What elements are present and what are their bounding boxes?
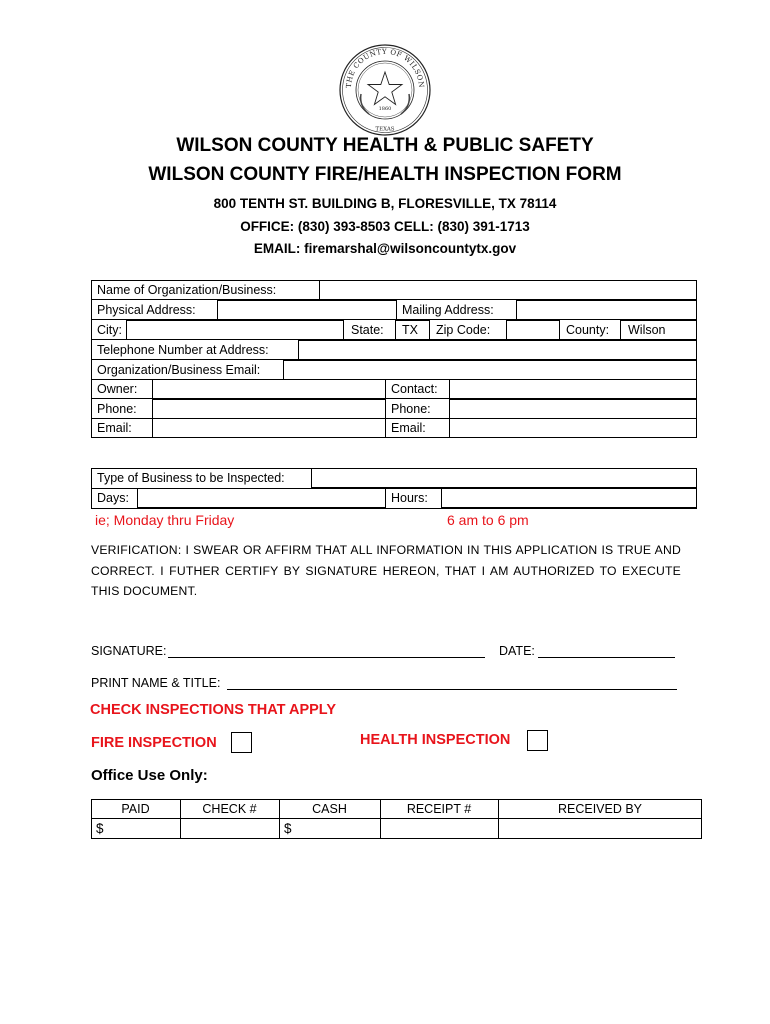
- owner-phone-label: Phone:: [97, 402, 137, 416]
- signature-line[interactable]: [168, 657, 485, 658]
- contact-label: Contact:: [391, 382, 438, 396]
- seal-year: 1860: [378, 106, 392, 112]
- cash-header: CASH: [312, 802, 347, 816]
- org-email-label: Organization/Business Email:: [97, 363, 261, 377]
- owner-phone-field[interactable]: [152, 399, 386, 419]
- owner-label: Owner:: [97, 382, 138, 396]
- state-value: TX: [402, 323, 418, 337]
- seal-text: THE COUNTY OF WILSON: [344, 47, 426, 89]
- contact-phone-field[interactable]: [449, 399, 697, 419]
- title-line-1: WILSON COUNTY HEALTH & PUBLIC SAFETY: [176, 135, 594, 156]
- mailing-address-label: Mailing Address:: [402, 303, 494, 317]
- owner-email-field[interactable]: [152, 418, 386, 438]
- hours-field[interactable]: [441, 488, 697, 508]
- days-field[interactable]: [137, 488, 386, 508]
- business-type-label: Type of Business to be Inspected:: [97, 471, 285, 485]
- telephone-field[interactable]: [298, 340, 697, 360]
- title-line-2: WILSON COUNTY FIRE/HEALTH INSPECTION FORM: [148, 164, 622, 185]
- check-header: CHECK #: [202, 802, 257, 816]
- contact-phone-label: Phone:: [391, 402, 431, 416]
- email-line: EMAIL: firemarshal@wilsoncountytx.gov: [253, 241, 517, 256]
- signature-label: SIGNATURE:: [91, 644, 167, 658]
- zip-label: Zip Code:: [436, 323, 491, 337]
- contact-email-label: Email:: [391, 421, 426, 435]
- health-inspection-label: HEALTH INSPECTION: [360, 732, 511, 748]
- business-type-field[interactable]: [311, 468, 697, 488]
- county-seal: [339, 44, 431, 136]
- hours-label: Hours:: [391, 491, 428, 505]
- telephone-label: Telephone Number at Address:: [97, 343, 269, 357]
- fire-inspection-checkbox[interactable]: [231, 732, 252, 753]
- address-line: 800 TENTH ST. BUILDING B, FLORESVILLE, TX 78114: [213, 196, 557, 211]
- cash-value: $: [284, 821, 292, 836]
- date-label: DATE:: [499, 644, 535, 658]
- county-label: County:: [566, 323, 610, 337]
- state-label: State:: [351, 323, 384, 337]
- zip-field[interactable]: [506, 320, 560, 340]
- date-line[interactable]: [538, 657, 675, 658]
- city-label: City:: [97, 323, 122, 337]
- owner-field[interactable]: [152, 379, 386, 399]
- org-name-field[interactable]: [319, 280, 697, 300]
- print-name-label: PRINT NAME & TITLE:: [91, 676, 221, 690]
- verification-statement: VERIFICATION: I SWEAR OR AFFIRM THAT ALL INFORMATION IN THIS APPLICATION IS TRUE AND CORRECT. I FUTHER CERTIFY BY SIGNATURE HEREON, THAT I AM AUTHORIZED TO EXECUTE THIS DOCUMENT.: [91, 543, 681, 598]
- contact-email-field[interactable]: [449, 418, 697, 438]
- owner-email-label: Email:: [97, 421, 132, 435]
- county-value: Wilson: [628, 323, 666, 337]
- health-inspection-checkbox[interactable]: [527, 730, 548, 751]
- physical-address-label: Physical Address:: [97, 303, 196, 317]
- paid-value: $: [96, 821, 104, 836]
- days-hint: ie; Monday thru Friday: [95, 512, 235, 528]
- contact-field[interactable]: [449, 379, 697, 399]
- receipt-header: RECEIPT #: [406, 802, 472, 816]
- print-name-line[interactable]: [227, 689, 677, 690]
- hours-hint: 6 am to 6 pm: [447, 512, 529, 528]
- days-label: Days:: [97, 491, 129, 505]
- office-use-title: Office Use Only:: [91, 767, 208, 784]
- received-by-header: RECEIVED BY: [557, 802, 643, 816]
- org-name-label: Name of Organization/Business:: [97, 283, 277, 297]
- paid-header: PAID: [121, 802, 150, 816]
- phone-line: OFFICE: (830) 393-8503 CELL: (830) 391-1713: [240, 219, 530, 234]
- city-field[interactable]: [126, 320, 344, 340]
- fire-inspection-label: FIRE INSPECTION: [91, 735, 217, 751]
- inspections-heading: CHECK INSPECTIONS THAT APPLY: [90, 702, 336, 718]
- seal-state: TEXAS: [375, 126, 395, 133]
- mailing-address-field[interactable]: [516, 300, 697, 320]
- org-email-field[interactable]: [283, 360, 697, 380]
- physical-address-field[interactable]: [217, 300, 397, 320]
